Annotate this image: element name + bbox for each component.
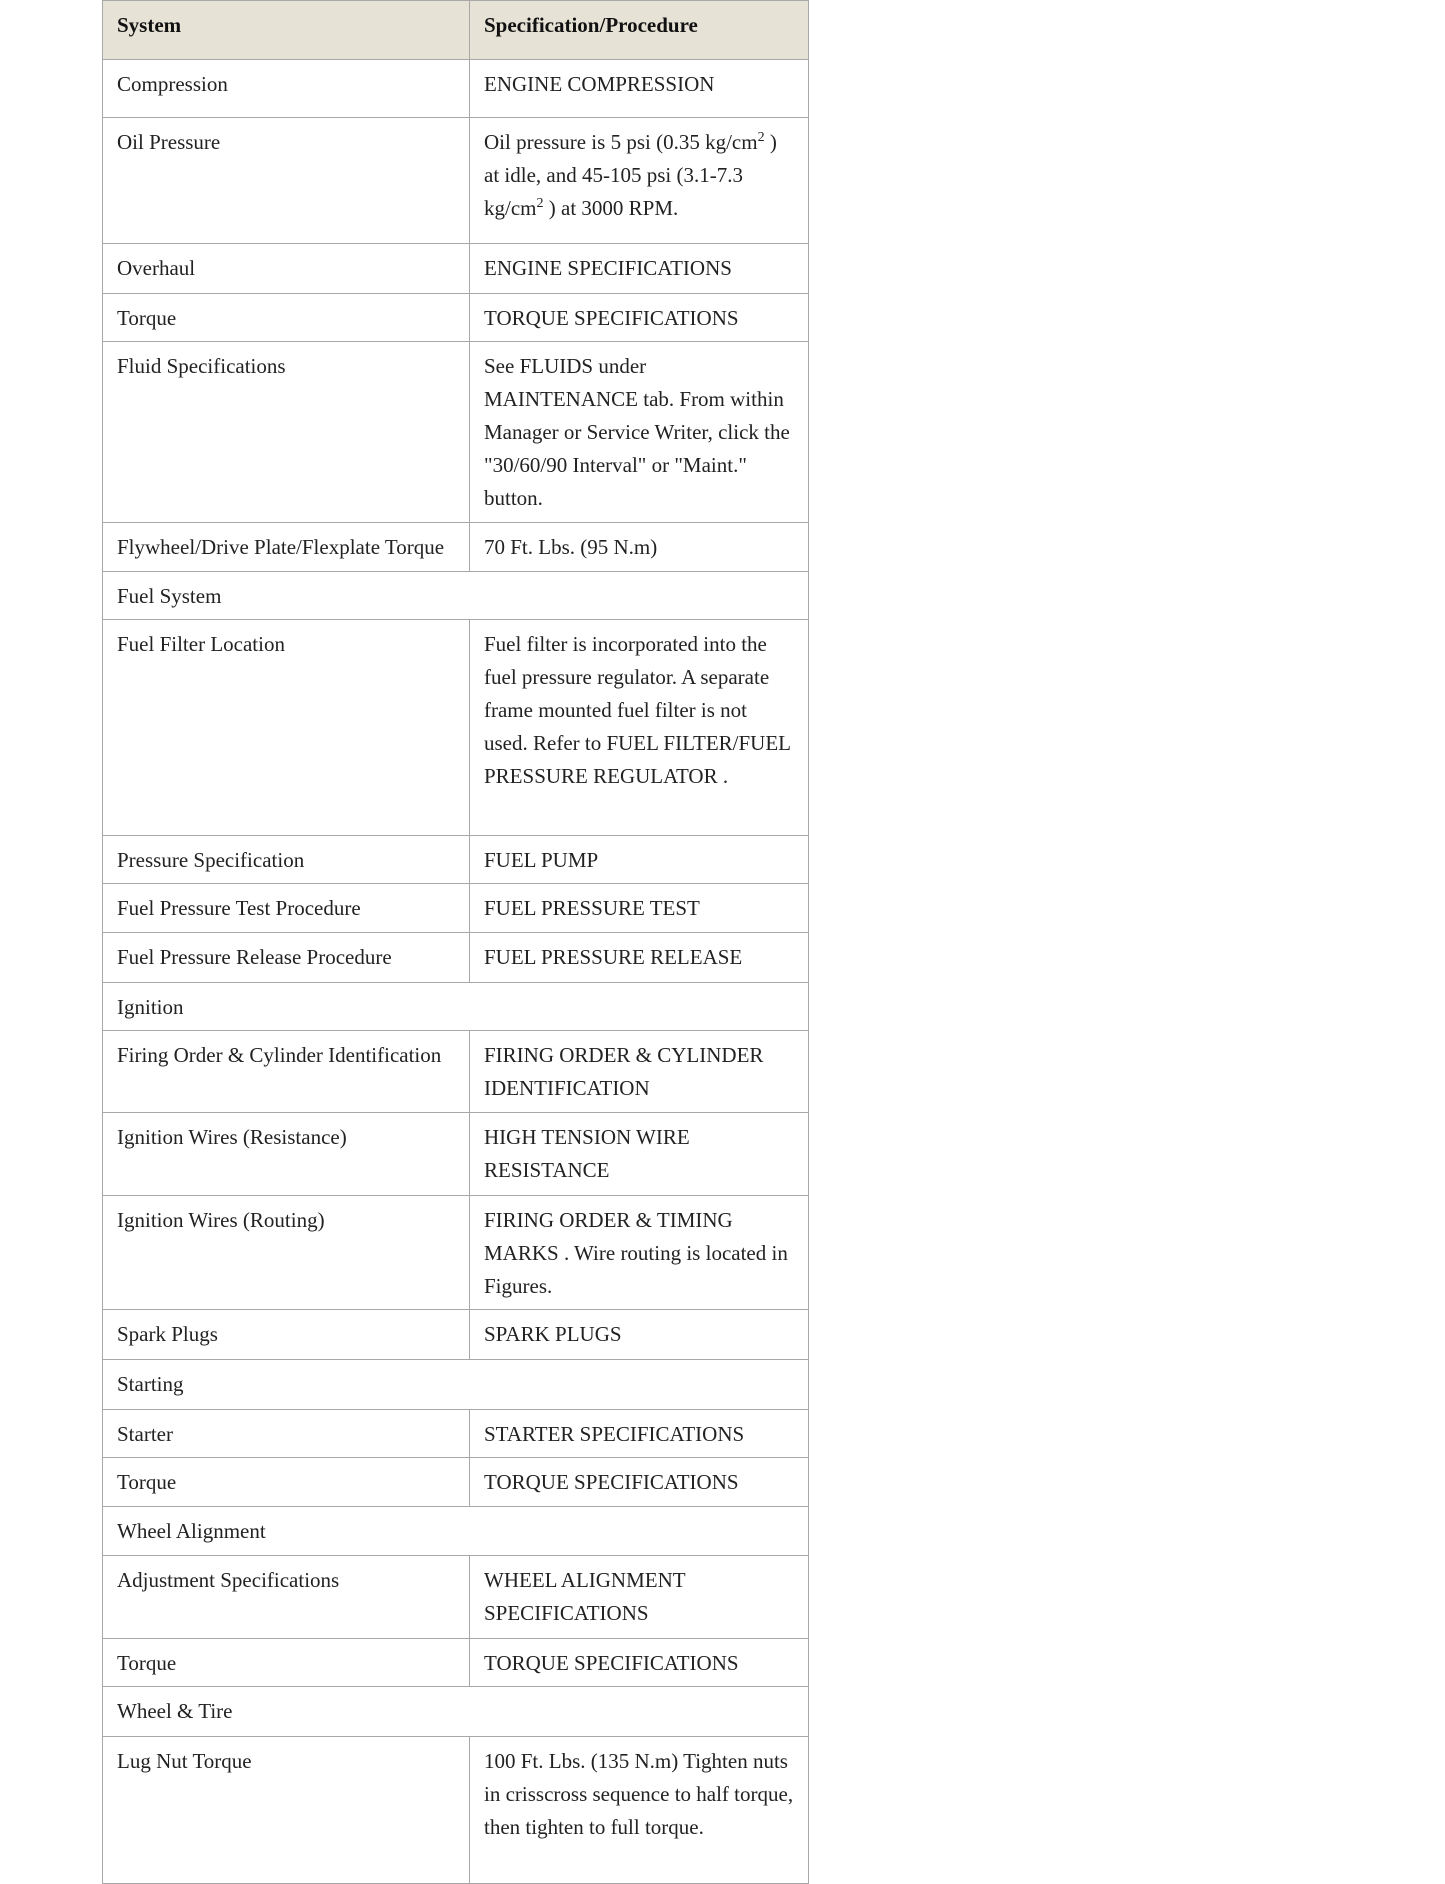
row-system: Torque <box>103 1458 470 1507</box>
table-row <box>103 1556 809 1639</box>
row-system: Oil Pressure <box>103 118 470 244</box>
section-title: Starting <box>103 1360 809 1410</box>
row-spec: WHEEL ALIGNMENT SPECIFICATIONS <box>470 1556 809 1639</box>
table-row <box>103 1196 809 1310</box>
spec-text: Oil pressure is 5 psi (0.35 kg/cm <box>484 130 758 154</box>
row-system: Starter <box>103 1410 470 1458</box>
row-system: Fluid Specifications <box>103 342 470 523</box>
section-title: Fuel System <box>103 572 809 620</box>
row-spec: FIRING ORDER & CYLINDER IDENTIFICATION <box>470 1031 809 1113</box>
row-system: Torque <box>103 294 470 342</box>
row-spec: SPARK PLUGS <box>470 1310 809 1360</box>
section-row <box>103 1687 809 1737</box>
table-row <box>103 244 809 294</box>
table-row <box>103 294 809 342</box>
row-spec: TORQUE SPECIFICATIONS <box>470 1458 809 1507</box>
row-system: Ignition Wires (Routing) <box>103 1196 470 1310</box>
row-spec: FUEL PRESSURE TEST <box>470 884 809 933</box>
row-spec: ENGINE SPECIFICATIONS <box>470 244 809 294</box>
row-spec: Fuel filter is incorporated into the fuel pressure regulator. A separate frame mounted fuel filter is not used. Refer to FUEL FILTER/FUEL PRESSURE REGULATOR . <box>470 620 809 836</box>
table-row <box>103 1031 809 1113</box>
row-spec: 70 Ft. Lbs. (95 N.m) <box>470 523 809 572</box>
row-spec: TORQUE SPECIFICATIONS <box>470 1639 809 1687</box>
row-spec: FUEL PRESSURE RELEASE <box>470 933 809 983</box>
superscript: 2 <box>757 130 765 145</box>
row-system: Fuel Pressure Test Procedure <box>103 884 470 933</box>
table-row <box>103 1113 809 1196</box>
row-spec: FUEL PUMP <box>470 836 809 884</box>
section-title: Wheel Alignment <box>103 1507 809 1556</box>
row-system: Fuel Pressure Release Procedure <box>103 933 470 983</box>
specification-table <box>102 0 809 1884</box>
row-system: Pressure Specification <box>103 836 470 884</box>
spec-text: ) at idle, and 45-105 psi (3.1-7.3 kg/cm <box>484 130 777 220</box>
row-system: Spark Plugs <box>103 1310 470 1360</box>
section-title: Ignition <box>103 983 809 1031</box>
row-system: Lug Nut Torque <box>103 1737 470 1884</box>
table-row <box>103 933 809 983</box>
header-specification: Specification/Procedure <box>470 1 809 60</box>
row-system: Flywheel/Drive Plate/Flexplate Torque <box>103 523 470 572</box>
table-row <box>103 1410 809 1458</box>
header-system: System <box>103 1 470 60</box>
table-row <box>103 1639 809 1687</box>
row-system: Adjustment Specifications <box>103 1556 470 1639</box>
table-row <box>103 620 809 836</box>
row-spec: FIRING ORDER & TIMING MARKS . Wire routing is located in Figures. <box>470 1196 809 1310</box>
section-row <box>103 1360 809 1410</box>
table-row <box>103 884 809 933</box>
row-system: Fuel Filter Location <box>103 620 470 836</box>
section-title: Wheel & Tire <box>103 1687 809 1737</box>
row-spec: ENGINE COMPRESSION <box>470 60 809 118</box>
row-system: Overhaul <box>103 244 470 294</box>
table-row <box>103 60 809 118</box>
row-system: Torque <box>103 1639 470 1687</box>
row-system: Firing Order & Cylinder Identification <box>103 1031 470 1113</box>
row-spec: TORQUE SPECIFICATIONS <box>470 294 809 342</box>
row-system: Compression <box>103 60 470 118</box>
section-row <box>103 983 809 1031</box>
section-row <box>103 1507 809 1556</box>
row-system: Ignition Wires (Resistance) <box>103 1113 470 1196</box>
row-spec: 100 Ft. Lbs. (135 N.m) Tighten nuts in crisscross sequence to half torque, then tighten to full torque. <box>470 1737 809 1884</box>
table-row <box>103 1458 809 1507</box>
row-spec: See FLUIDS under MAINTENANCE tab. From within Manager or Service Writer, click the "30/60/90 Interval" or "Maint." button. <box>470 342 809 523</box>
superscript: 2 <box>536 196 544 211</box>
table-header-row <box>103 1 809 60</box>
section-row <box>103 572 809 620</box>
row-spec <box>470 118 809 244</box>
row-spec: STARTER SPECIFICATIONS <box>470 1410 809 1458</box>
table-row <box>103 342 809 523</box>
row-spec: HIGH TENSION WIRE RESISTANCE <box>470 1113 809 1196</box>
table-row <box>103 118 809 244</box>
table-row <box>103 1310 809 1360</box>
table-row <box>103 1737 809 1884</box>
spec-text: ) at 3000 RPM. <box>543 196 679 220</box>
table-row <box>103 523 809 572</box>
table-row <box>103 836 809 884</box>
